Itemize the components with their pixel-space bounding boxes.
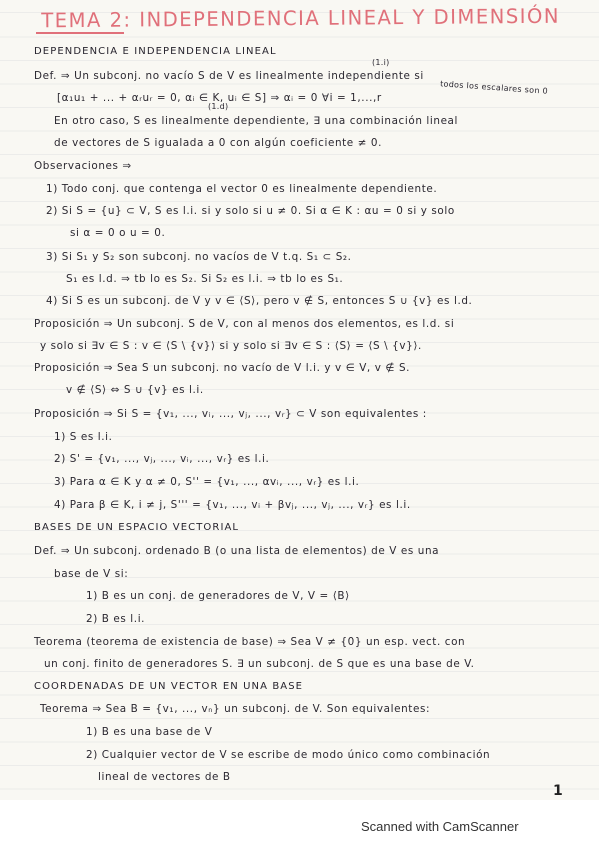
theorem-coordinates: Teorema ⇒ Sea B = {v₁, ..., vₙ} un subconj. de V. Son equivalentes:: [40, 703, 431, 715]
definition-li: Def. ⇒ Un subconj. no vacío S de V es linealmente independiente si: [34, 70, 424, 82]
scanner-watermark: Scanned with CamScanner: [361, 819, 519, 834]
proposition-2b: v ∉ ⟨S⟩ ⇔ S ∪ {v} es l.i.: [66, 384, 204, 396]
observations-heading: Observaciones ⇒: [34, 160, 132, 172]
definition-base-item-2: 2) B es l.i.: [86, 613, 146, 625]
page-title: TEMA 2: INDEPENDENCIA LINEAL Y DIMENSIÓN: [41, 3, 561, 33]
annotation-li: (1.i): [372, 58, 390, 67]
definition-base-b: base de V si:: [54, 568, 129, 580]
observation-2a: 2) Si S = {u} ⊂ V, S es l.i. si y solo si u ≠ 0. Si α ∈ K : αu = 0 si y solo: [46, 205, 455, 217]
proposition-3-item-3: 3) Para α ∈ K y α ≠ 0, S'' = {v₁, ..., αvᵢ, ..., vᵣ} es l.i.: [54, 476, 360, 488]
heading-dependencia: DEPENDENCIA E INDEPENDENCIA LINEAL: [34, 46, 277, 57]
observation-4: 4) Si S es un subconj. de V y v ∈ ⟨S⟩, pero v ∉ S, entonces S ∪ {v} es l.d.: [46, 295, 473, 307]
definition-base-item-1: 1) B es un conj. de generadores de V, V = ⟨B⟩: [86, 590, 350, 602]
heading-bases: BASES DE UN ESPACIO VECTORIAL: [34, 522, 240, 533]
proposition-3: Proposición ⇒ Si S = {v₁, ..., vᵢ, ..., vⱼ, ..., vᵣ} ⊂ V son equivalentes :: [34, 408, 427, 420]
theorem-existence-b: un conj. finito de generadores S. ∃ un subconj. de S que es una base de V.: [44, 658, 475, 670]
theorem-existence-a: Teorema (teorema de existencia de base) ⇒ Sea V ≠ {0} un esp. vect. con: [34, 636, 466, 648]
title-underline: [36, 32, 124, 34]
proposition-1b: y solo si ∃v ∈ S : v ∈ ⟨S \ {v}⟩ si y solo si ∃v ∈ S : ⟨S⟩ = ⟨S \ {v}⟩.: [40, 340, 422, 352]
annotation-ld: (1.d): [208, 102, 229, 111]
definition-ld-1: En otro caso, S es linealmente dependiente, ∃ una combinación lineal: [54, 115, 459, 127]
theorem-coordinates-item-2: 2) Cualquier vector de V se escribe de modo único como combinación: [86, 749, 491, 761]
observation-3b: S₁ es l.d. ⇒ tb lo es S₂. Si S₂ es l.i. ⇒ tb lo es S₁.: [66, 273, 344, 285]
proposition-2a: Proposición ⇒ Sea S un subconj. no vacío de V l.i. y v ∈ V, v ∉ S.: [34, 362, 411, 374]
side-note: todos los escalares son 0: [439, 79, 549, 96]
theorem-coordinates-item-1: 1) B es una base de V: [86, 726, 213, 738]
observation-2b: si α = 0 o u = 0.: [70, 227, 166, 239]
observation-1: 1) Todo conj. que contenga el vector 0 es linealmente dependiente.: [46, 183, 438, 195]
proposition-3-item-2: 2) S' = {v₁, ..., vⱼ, ..., vᵢ, ..., vᵣ} es l.i.: [54, 453, 270, 465]
definition-base-a: Def. ⇒ Un subconj. ordenado B (o una lista de elementos) de V es una: [34, 545, 440, 557]
proposition-1a: Proposición ⇒ Un subconj. S de V, con al menos dos elementos, es l.d. si: [34, 318, 455, 330]
definition-formula: [α₁u₁ + ... + αᵣuᵣ = 0, αᵢ ∈ K, uᵢ ∈ S] ⇒ αᵢ = 0 ∀i = 1,...,r: [57, 92, 382, 104]
observation-3a: 3) Si S₁ y S₂ son subconj. no vacíos de V t.q. S₁ ⊂ S₂.: [46, 251, 352, 263]
theorem-coordinates-item-3: lineal de vectores de B: [98, 771, 231, 783]
proposition-3-item-4: 4) Para β ∈ K, i ≠ j, S''' = {v₁, ..., vᵢ + βvⱼ, ..., vⱼ, ..., vᵣ} es l.i.: [54, 499, 411, 511]
heading-coordenadas: COORDENADAS DE UN VECTOR EN UNA BASE: [34, 681, 304, 692]
proposition-3-item-1: 1) S es l.i.: [54, 431, 113, 443]
definition-ld-2: de vectores de S igualada a 0 con algún coeficiente ≠ 0.: [54, 137, 383, 149]
page-number: 1: [553, 783, 563, 799]
